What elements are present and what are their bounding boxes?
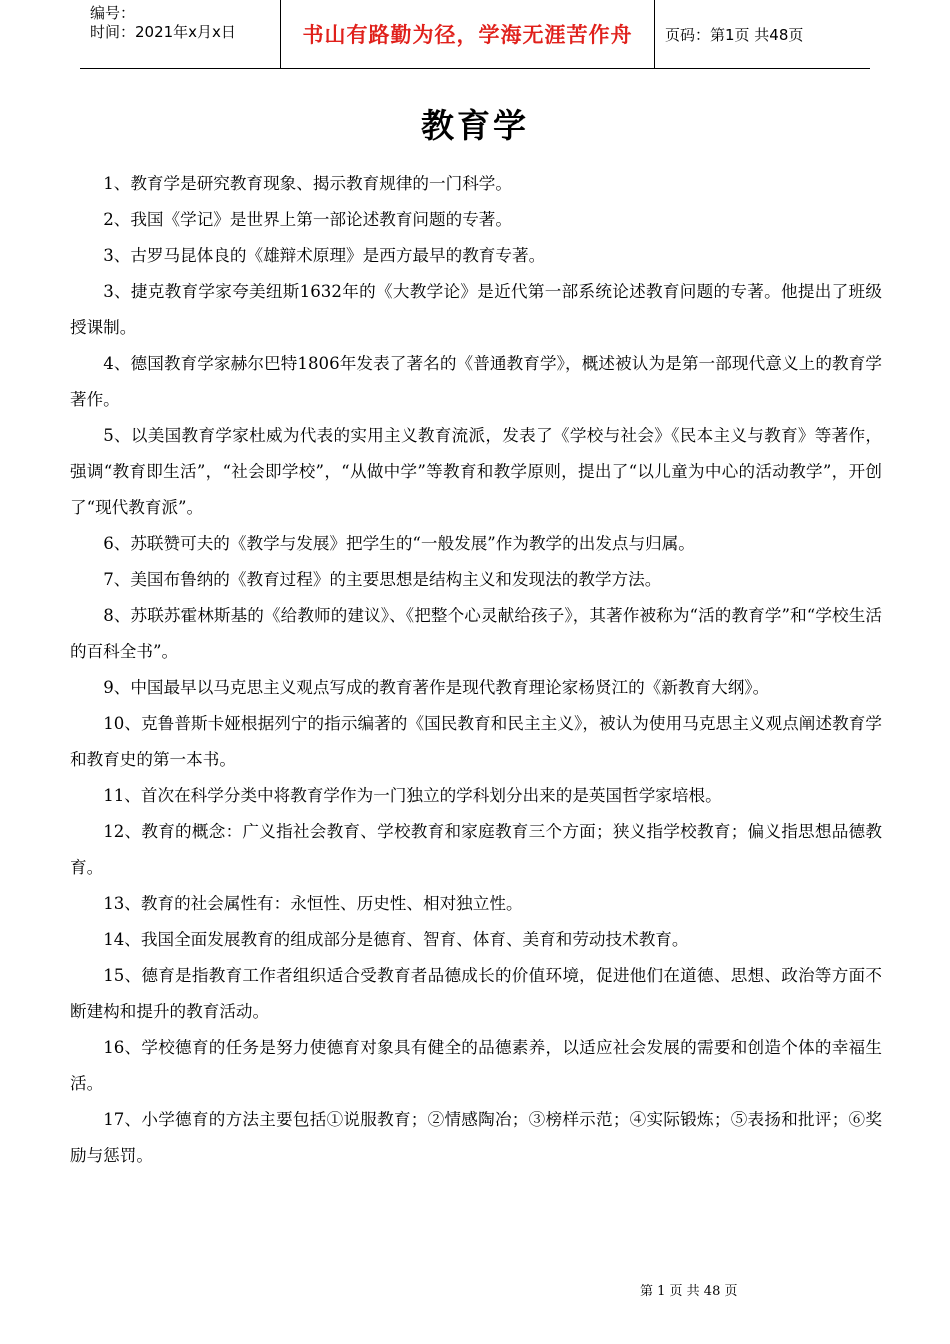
paragraph: 3、古罗马昆体良的《雄辩术原理》是西方最早的教育专著。 xyxy=(103,246,546,265)
paragraph: 8、苏联苏霍林斯基的《给教师的建议》、《把整个心灵献给孩子》，其著作被称为“活的教育学”和“学校生活的百科全书”。 xyxy=(70,606,882,661)
paragraph: 13、教育的社会属性有：永恒性、历史性、相对独立性。 xyxy=(103,894,523,913)
paragraph: 12、教育的概念：广义指社会教育、学校教育和家庭教育三个方面；狭义指学校教育；偏义指思想品德教育。 xyxy=(70,822,882,877)
header-motto: 书山有路勤为径，学海无涯苦作舟 xyxy=(280,0,655,68)
paragraph: 1、教育学是研究教育现象、揭示教育规律的一门科学。 xyxy=(103,174,512,193)
time-label: 时间：2021年x月x日 xyxy=(90,23,236,41)
page-footer: 第 1 页 共 48 页 xyxy=(640,1284,738,1299)
paragraph: 4、德国教育学家赫尔巴特1806年发表了著名的《普通教育学》，概述被认为是第一部现代意义上的教育学著作。 xyxy=(70,354,882,409)
paragraph: 11、首次在科学分类中将教育学作为一门独立的学科划分出来的是英国哲学家培根。 xyxy=(103,786,722,805)
paragraph: 7、美国布鲁纳的《教育过程》的主要思想是结构主义和发现法的教学方法。 xyxy=(103,570,662,589)
header-page-info: 页码：第1页 共48页 xyxy=(665,25,804,44)
paragraph: 5、以美国教育学家杜威为代表的实用主义教育流派，发表了《学校与社会》《民本主义与教育》等著作，强调“教育即生活”，“社会即学校”，“从做中学”等教育和教学原则，提出了“以儿童为中心的活动教学”，开创了“现代教育派”。 xyxy=(70,426,882,517)
paragraph: 17、小学德育的方法主要包括①说服教育；②情感陶冶；③榜样示范；④实际锻炼；⑤表扬和批评；⑥奖励与惩罚。 xyxy=(70,1110,882,1165)
paragraph: 15、德育是指教育工作者组织适合受教育者品德成长的价值环境，促进他们在道德、思想、政治等方面不断建构和提升的教育活动。 xyxy=(70,966,882,1021)
number-label: 编号： xyxy=(90,4,136,22)
paragraph: 6、苏联赞可夫的《教学与发展》把学生的“一般发展”作为教学的出发点与归属。 xyxy=(103,534,695,553)
page-header xyxy=(80,0,870,69)
paragraph: 10、克鲁普斯卡娅根据列宁的指示编著的《国民教育和民主主义》，被认为使用马克思主义观点阐述教育学和教育史的第一本书。 xyxy=(70,714,882,769)
paragraph: 3、捷克教育学家夸美纽斯1632年的《大教学论》是近代第一部系统论述教育问题的专著。他提出了班级授课制。 xyxy=(70,282,882,337)
paragraph: 9、中国最早以马克思主义观点写成的教育著作是现代教育理论家杨贤江的《新教育大纲》。 xyxy=(103,678,770,697)
paragraph: 14、我国全面发展教育的组成部分是德育、智育、体育、美育和劳动技术教育。 xyxy=(103,930,689,949)
paragraph: 2、我国《学记》是世界上第一部论述教育问题的专著。 xyxy=(103,210,512,229)
paragraph: 16、学校德育的任务是努力使德育对象具有健全的品德素养，以适应社会发展的需要和创造个体的幸福生活。 xyxy=(70,1038,882,1093)
document-body xyxy=(70,166,882,1174)
header-meta xyxy=(80,0,280,68)
page-title: 教育学 xyxy=(421,106,529,145)
